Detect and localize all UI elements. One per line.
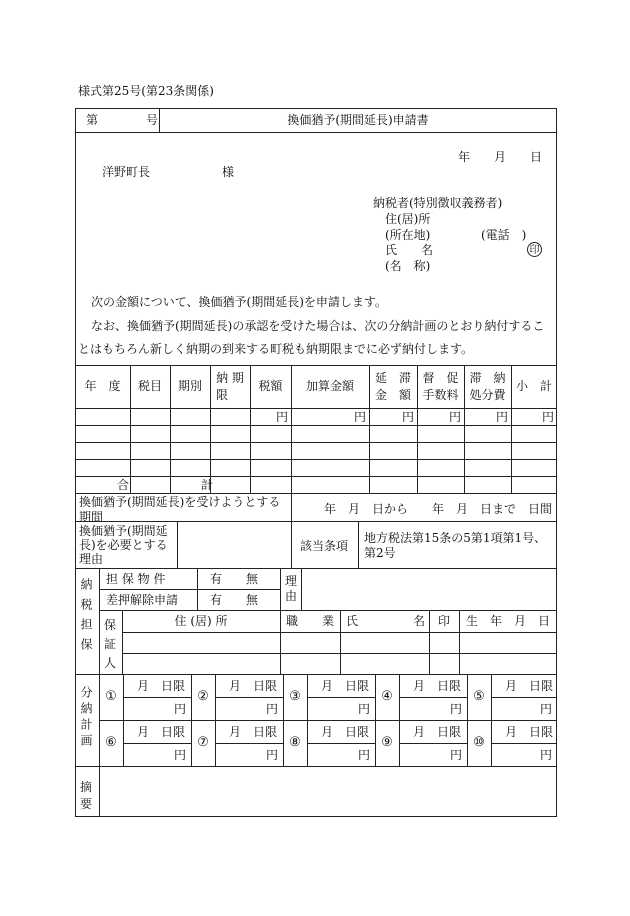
- remarks-label: 摘要: [80, 780, 93, 811]
- application-number: 第 号: [86, 113, 159, 127]
- installment-number: ⑨: [381, 735, 393, 750]
- installment-number: ③: [289, 689, 301, 704]
- collateral-side-label: 納税担保: [79, 578, 93, 658]
- col-period: 期別: [177, 379, 202, 393]
- col-subtotal: 小 計: [515, 379, 552, 393]
- installment-due-date: 月 日限: [137, 679, 186, 693]
- total-label: 合 計: [117, 478, 214, 492]
- installment-number: ⑤: [473, 689, 485, 704]
- installment-due-date: 月 日限: [321, 725, 370, 739]
- grid-line: [399, 697, 467, 698]
- statement-paragraph-2a: なお、換価猶予(期間延長)の承認を受けた場合は、次の分納計画のとおり納付するこ: [91, 319, 545, 333]
- guarantor-address-header: 住 (居) 所: [174, 614, 228, 628]
- deferral-period-value: 年 月 日から 年 月 日まで 日間: [324, 502, 553, 516]
- taxpayer-label: 納税者(特別徴収義務者): [373, 196, 503, 210]
- seal-mark: 印: [527, 242, 542, 257]
- installment-number: ②: [197, 689, 209, 704]
- name-label: 氏 名: [385, 243, 434, 257]
- col-tax-amount: 税額: [258, 379, 283, 393]
- col-disposal-2: 処分費: [469, 388, 506, 402]
- statement-paragraph-1: 次の金額について、換価猶予(期間延長)を申請します。: [91, 295, 387, 309]
- grid-line: [307, 743, 375, 744]
- installment-due-date: 月 日限: [229, 679, 278, 693]
- installment-side-label: 分納計画: [79, 686, 93, 750]
- installment-number: ⑧: [289, 735, 301, 750]
- grid-line: [307, 697, 375, 698]
- installment-amount-yen: 円: [265, 748, 278, 762]
- guarantor-name-header-b: 名: [413, 614, 426, 628]
- phone-label: (電話 ): [481, 228, 527, 242]
- yen-unit: 円: [495, 410, 508, 424]
- installment-amount-yen: 円: [265, 702, 278, 716]
- seizure-release-label: 差押解除申請: [106, 593, 179, 607]
- installment-amount-yen: 円: [539, 702, 552, 716]
- col-tax-item: 税目: [137, 379, 162, 393]
- yen-unit: 円: [353, 410, 366, 424]
- col-delay-2: 金 額: [374, 388, 411, 402]
- installment-due-date: 月 日限: [137, 725, 186, 739]
- location-label: (所在地): [385, 228, 431, 242]
- guarantor-birth-header: 生 年 月 日: [465, 614, 550, 628]
- installment-amount-yen: 円: [449, 702, 462, 716]
- installment-number: ①: [105, 689, 117, 704]
- installment-number: ⑦: [197, 735, 209, 750]
- reason-label: 換価猶予(期間延長)を必要とする理由: [79, 524, 168, 566]
- installment-number: ⑥: [105, 735, 117, 750]
- col-year: 年 度: [84, 379, 121, 393]
- installment-due-date: 月 日限: [413, 725, 462, 739]
- installment-due-date: 月 日限: [413, 679, 462, 693]
- installment-amount-yen: 円: [173, 702, 186, 716]
- installment-number: ④: [381, 689, 393, 704]
- grid-line: [123, 697, 191, 698]
- col-due-2: 限: [216, 388, 229, 402]
- application-date: 年 月 日: [458, 150, 543, 164]
- applicable-clause-label: 該当条項: [300, 539, 349, 553]
- form-title: 換価猶予(期間延長)申請書: [287, 113, 429, 127]
- address-label: 住(居)所: [385, 212, 431, 226]
- installment-due-date: 月 日限: [505, 725, 554, 739]
- installment-amount-yen: 円: [357, 748, 370, 762]
- installment-due-date: 月 日限: [505, 679, 554, 693]
- yen-unit: 円: [541, 410, 554, 424]
- statement-paragraph-2b: とはもちろん新しく納期の到来する町税も納期限までに必ず納付します。: [78, 342, 474, 356]
- col-due-1: 納 期: [216, 371, 244, 385]
- installment-amount-yen: 円: [449, 748, 462, 762]
- col-disposal-1: 滞 納: [469, 371, 506, 385]
- installment-amount-yen: 円: [539, 748, 552, 762]
- applicable-clause-value: 地方税法第15条の5第1項第1号、第2号: [364, 531, 547, 560]
- yen-unit: 円: [448, 410, 461, 424]
- grid-line: [215, 697, 283, 698]
- collateral-yes-no: 有 無: [210, 572, 259, 586]
- guarantor-label: 保証人: [104, 618, 117, 670]
- guarantor-job-header: 職 業: [285, 614, 334, 628]
- guarantor-name-header-a: 氏: [346, 614, 359, 628]
- installment-number: ⑩: [473, 735, 485, 750]
- deferral-period-label: 換価猶予(期間延長)を受けようとする期間: [79, 495, 281, 524]
- corp-name-label: (名 称): [385, 259, 431, 273]
- col-surcharge: 加算金額: [305, 379, 354, 393]
- guarantor-seal-header: 印: [437, 614, 450, 628]
- installment-due-date: 月 日限: [229, 725, 278, 739]
- grid-line: [399, 743, 467, 744]
- collateral-item-label: 担 保 物 件: [106, 572, 166, 586]
- col-dunning-2: 手数料: [422, 388, 459, 402]
- yen-unit: 円: [275, 410, 288, 424]
- release-yes-no: 有 無: [210, 593, 259, 607]
- col-delay-1: 延 滞: [374, 371, 411, 385]
- grid-line: [491, 697, 557, 698]
- col-dunning-1: 督 促: [422, 371, 459, 385]
- grid-line: [491, 743, 557, 744]
- installment-due-date: 月 日限: [321, 679, 370, 693]
- installment-amount-yen: 円: [357, 702, 370, 716]
- installment-amount-yen: 円: [173, 748, 186, 762]
- addressee: 洋野町長 様: [102, 165, 235, 179]
- grid-line: [123, 743, 191, 744]
- form-number-label: 様式第25号(第23条関係): [78, 84, 214, 98]
- yen-unit: 円: [401, 410, 414, 424]
- grid-line: [215, 743, 283, 744]
- collateral-reason-label: 理由: [285, 574, 298, 603]
